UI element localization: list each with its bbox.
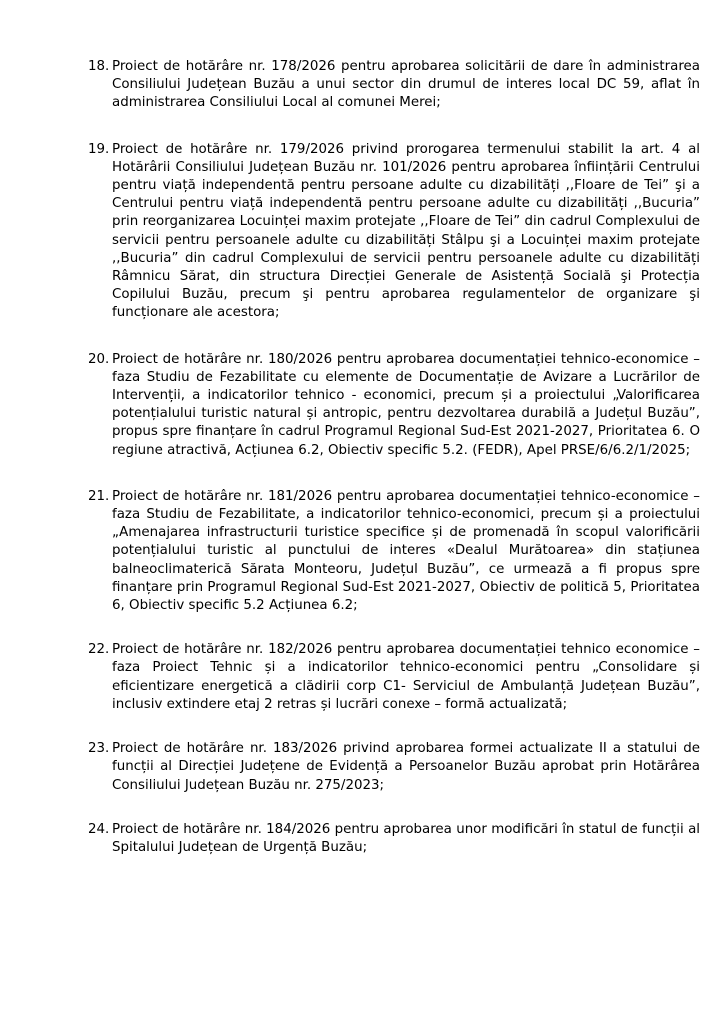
- item-number: 22.: [88, 642, 110, 658]
- agenda-item-18: [88, 58, 700, 113]
- item-text: Proiect de hotărâre nr. 178/2026 pentru aprobarea solicitării de dare în administrarea Consiliului Județean Buzău a unui sector din drumul de interes local DC 59, aflat în administrarea Consiliului Local al comunei Merei;: [112, 59, 700, 111]
- agenda-list: [88, 58, 700, 857]
- item-text: Proiect de hotărâre nr. 182/2026 pentru aprobarea documentației tehnico economice – faza Proiect Tehnic și a indicatorilor tehnico-economici pentru „Consolidare și eficientizare energetică a clădirii corp C1- Serviciul de Ambulanță Județean Buzău”, inclusiv extindere etaj 2 retras și lucrări conexe – formă actualizată;: [112, 642, 700, 712]
- item-text: Proiect de hotărâre nr. 183/2026 privind aprobarea formei actualizate II a statului de funcții al Direcției Județene de Evidență a Persoanelor Buzău aprobat prin Hotărârea Consiliului Județean Buzău nr. 275/2023;: [112, 741, 700, 793]
- item-number: 24.: [88, 821, 110, 837]
- item-text: Proiect de hotărâre nr. 179/2026 privind prorogarea termenului stabilit la art. 4 al Hotărârii Consiliului Județean Buzău nr. 101/2026 pentru aprobarea înființării Centrului pentru viață independentă pentru persoane adulte cu dizabilități ,,Floare de Tei” şi a Centrului pentru viață independentă pentru persoane adulte cu dizabilități ,,Bucuria” prin reorganizarea Locuinței maxim protejate ,,Floare de Tei” din cadrul Complexului de servicii pentru persoanele adulte cu dizabilități Stâlpu şi a Locuinței maxim protejate ,,Bucuria” din cadrul Complexului de servicii pentru persoanele adulte cu dizabilități Râmnicu Sărat, din structura Direcției Generale de Asistență Socială şi Protecția Copilului Buzău, precum şi pentru aprobarea regulamentelor de organizare şi funcționare ale acestora;: [112, 141, 700, 321]
- agenda-item-24: [88, 821, 700, 857]
- item-number: 19.: [88, 141, 110, 157]
- item-number: 21.: [88, 488, 110, 504]
- agenda-item-21: [88, 488, 700, 615]
- item-text: Proiect de hotărâre nr. 180/2026 pentru aprobarea documentației tehnico-economice – faza Studiu de Fezabilitate cu elemente de Documentație de Avizare a Lucrărilor de Intervenții, a indicatorilor tehnico - economici, precum și a proiectului „Valorificarea potențialului turistic natural și antropic, pentru dezvoltarea durabilă a Județul Buzău”, propus spre finanțare în cadrul Programul Regional Sud-Est 2021-2027, Prioritatea 6. O regiune atractivă, Acțiunea 6.2, Obiectiv specific 5.2. (FEDR), Apel PRSE/6/6.2/1/2025;: [112, 351, 700, 458]
- item-number: 20.: [88, 351, 110, 367]
- agenda-item-20: [88, 351, 700, 460]
- agenda-item-22: [88, 641, 700, 714]
- agenda-item-19: [88, 141, 700, 323]
- item-number: 23.: [88, 741, 110, 757]
- agenda-item-23: [88, 740, 700, 795]
- item-text: Proiect de hotărâre nr. 184/2026 pentru aprobarea unor modificări în statul de funcții al Spitalului Județean de Urgență Buzău;: [112, 821, 700, 855]
- item-text: Proiect de hotărâre nr. 181/2026 pentru aprobarea documentației tehnico-economice – faza Studiu de Fezabilitate, a indicatorilor tehnico-economici, precum și a proiectului „Amenajarea infrastructurii turistice specifice și de promenadă în scopul valorificării potențialului turistic al punctului de interes «Dealul Murătoarea» din stațiunea balneoclimaterică Sărata Monteoru, Județul Buzău”, ce urmează a fi propus spre finanțare prin Programul Regional Sud-Est 2021-2027, Obiectiv de politică 5, Prioritatea 6, Obiectiv specific 5.2 Acțiunea 6.2;: [112, 488, 700, 614]
- item-number: 18.: [88, 59, 110, 74]
